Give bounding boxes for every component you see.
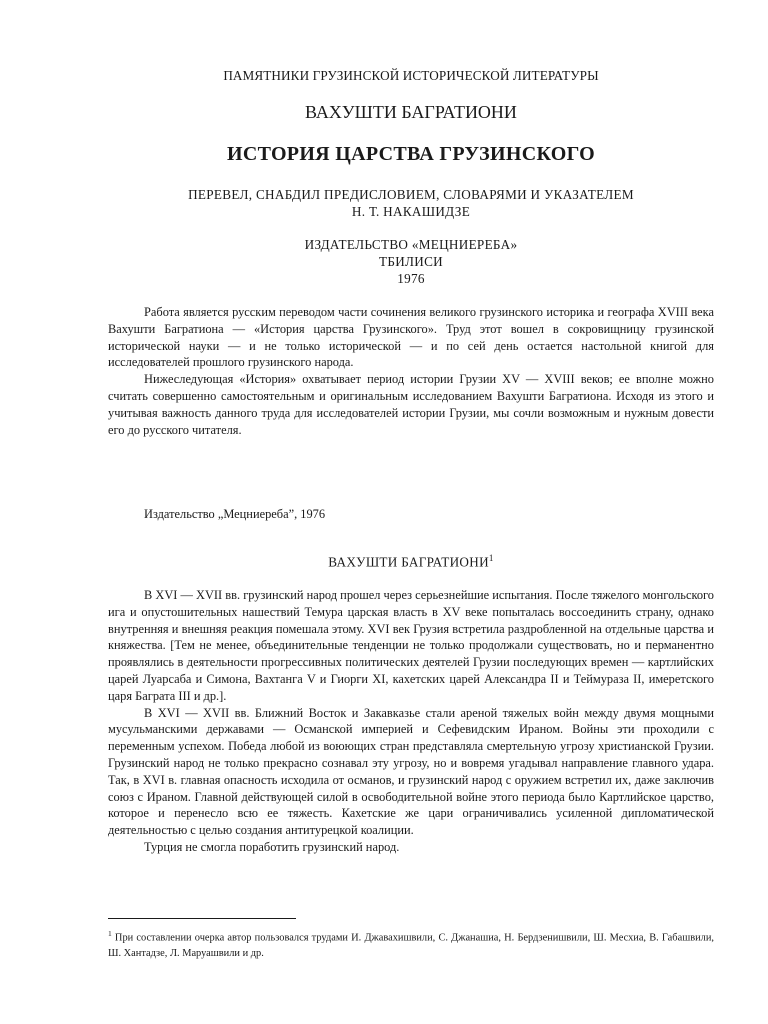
- footnote-mark: 1: [108, 929, 112, 938]
- publisher-block: [108, 236, 714, 287]
- body-paragraph: Турция не смогла поработить грузинский народ.: [144, 839, 400, 854]
- series-title: ПАМЯТНИКИ ГРУЗИНСКОЙ ИСТОРИЧЕСКОЙ ЛИТЕРАТУРЫ: [223, 68, 599, 83]
- section-title: ВАХУШТИ БАГРАТИОНИ: [328, 554, 489, 570]
- footnote-divider: [108, 918, 296, 919]
- abstract: [108, 304, 714, 438]
- translator-name: Н. Т. НАКАШИДЗЕ: [351, 204, 471, 219]
- book-author: ВАХУШТИ БАГРАТИОНИ: [305, 102, 517, 122]
- publisher-name: ИЗДАТЕЛЬСТВО «МЕЦНИЕРЕБА»: [304, 237, 518, 252]
- abstract-paragraph: Нижеследующая «История» охватывает период истории Грузии XV — XVIII веков; ее вполне можно считать совершенно самостоятельным и оригинальным исследованием Вахушти Багратиона. Исходя из этого и учитывая важность данного труда для исследователей истории Грузии, мы сочли возможным и нужным довести его до русского читателя.: [108, 372, 714, 437]
- footnote-text: При составлении очерка автор пользовался трудами И. Джавахишвили, С. Джанашиа, Н. Бердзенишвили, Ш. Месхиа, В. Габашвили, Ш. Хантадзе, Л. Маруашвили и др.: [108, 932, 714, 960]
- abstract-paragraph: Работа является русским переводом части сочинения великого грузинского историка и географа XVIII века Вахушти Багратиона — «История царства Грузинского». Труд этот вошел в сокровищницу грузинской исторической науки — и не только исторической — и по сей день остается настольной книгой для исследователей прошлого грузинского народа.: [108, 305, 714, 370]
- body-paragraph: В XVI — XVII вв. Ближний Восток и Закавказье стали ареной тяжелых войн между двумя мощными мусульманскими державами — Османской империей и Сефевидским Ираном. Войны эти проходили с переменным успехом. Победа любой из воюющих стран представляла смертельную угрозу христианской Грузии. Грузинский народ не только прекрасно сознавал эту угрозу, но и вовремя угадывал направление главного удара. Так, в XVI в. главная опасность исходила от османов, и грузинский народ с оружием встретил их, даже заключив союз с Ираном. Главной действующей силой в освободительной войне этого периода было Картлийское царство, которое и перенесло всю ее тяжесть. Кахетские же цари ограничивались усиленной дипломатической деятельностью с целью создания антитурецкой коалиции.: [108, 705, 714, 838]
- translator-credit: [108, 186, 714, 220]
- main-text: [108, 587, 714, 856]
- translator-line-1: ПЕРЕВЕЛ, СНАБДИЛ ПРЕДИСЛОВИЕМ, СЛОВАРЯМИ И УКАЗАТЕЛЕМ: [188, 187, 634, 202]
- book-title: ИСТОРИЯ ЦАРСТВА ГРУЗИНСКОГО: [226, 143, 596, 165]
- body-paragraph: В XVI — XVII вв. грузинский народ прошел через серьезнейшие испытания. После тяжелого монгольского ига и опустошительных нашествий Темура царская власть в XV веке попыталась воссоединить страну, однако внутренняя и внешняя реакция помешала этому. XVI век Грузия встретила раздробленной на отдельные царства и княжества. [Тем не менее, объединительные тенденции не только продолжали существовать, но и перманентно проявлялись в деятельности прогрессивных политических деятелей Грузии последующих времен — картлийских царей Луарсаба и Симона, Вахтанга V и Гиорги XI, кахетских царей Александра II и Теймураза II, имеретского царя Баграта III и др.].: [108, 588, 714, 703]
- footnote-reference[interactable]: 1: [488, 553, 494, 563]
- footnote: [108, 926, 714, 962]
- publisher-city: ТБИЛИСИ: [378, 254, 444, 269]
- publication-year: 1976: [397, 271, 425, 286]
- imprint-line: Издательство „Мецниереба”, 1976: [144, 507, 326, 521]
- section-heading: [108, 553, 714, 570]
